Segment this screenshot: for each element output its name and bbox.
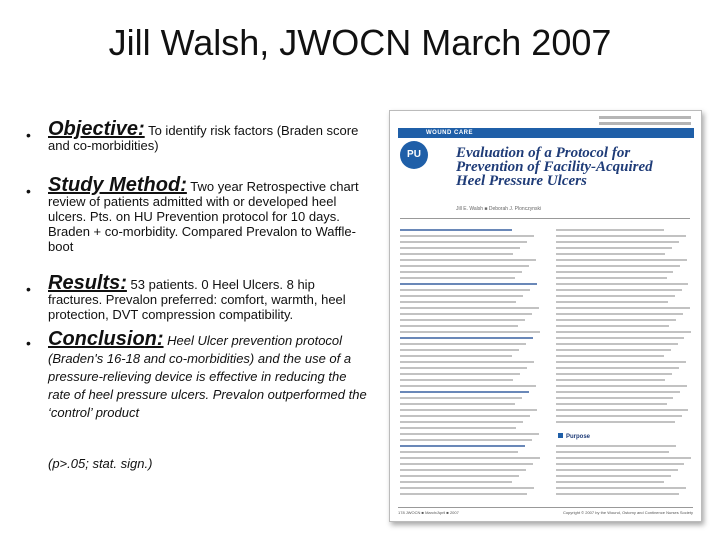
divider	[400, 218, 690, 219]
bullet-dot: •	[26, 335, 31, 351]
text-line	[556, 421, 675, 423]
text-line	[400, 349, 519, 351]
text-line	[556, 259, 687, 261]
text-line	[400, 307, 539, 309]
text-line	[400, 475, 519, 477]
text-line	[556, 493, 679, 495]
text-line	[556, 475, 671, 477]
study-method-heading: Study Method:	[48, 174, 187, 196]
article-footer	[398, 507, 693, 516]
text-line	[556, 481, 664, 483]
text-line	[556, 463, 684, 465]
text-line	[400, 277, 515, 279]
text-line	[400, 319, 525, 321]
text-line	[400, 367, 527, 369]
text-line	[556, 229, 664, 231]
footer-right: Copyright © 2007 by the Wound, Ostomy and Continence Nurses Society	[562, 510, 693, 515]
text-line	[400, 229, 512, 231]
text-line	[400, 253, 513, 255]
text-line	[400, 409, 537, 411]
bullet-dot: •	[26, 183, 31, 199]
text-line	[556, 487, 686, 489]
section-band	[398, 128, 694, 138]
article-title: Evaluation of a Protocol for Prevention of Facility-Acquired Heel Pressure Ulcers	[456, 145, 653, 189]
results-heading: Results:	[48, 272, 127, 294]
text-line	[400, 361, 534, 363]
text-line	[400, 265, 529, 267]
text-line	[400, 295, 523, 297]
text-line	[400, 241, 527, 243]
text-line	[400, 289, 530, 291]
text-line	[400, 235, 534, 237]
text-line	[556, 331, 691, 333]
conclusion-heading: Conclusion:	[48, 328, 164, 350]
text-line	[556, 367, 679, 369]
body-column	[556, 229, 691, 499]
text-line	[556, 343, 678, 345]
text-line	[556, 415, 682, 417]
text-line	[400, 331, 540, 333]
text-line	[556, 289, 682, 291]
text-line	[400, 445, 525, 447]
text-line	[556, 397, 673, 399]
text-line	[556, 457, 691, 459]
abstract-column	[400, 229, 540, 499]
text-line	[400, 463, 533, 465]
text-line	[556, 337, 684, 339]
text-line	[556, 379, 665, 381]
study-method-text: Two year Retrospective chart review of patients admitted with or developed heel ulcers. Pts. on HU Prevention protocol for 10 days. Braden + co-morbidity. Compared Prevalon to Waffle-boot	[48, 179, 359, 254]
text-line	[400, 247, 520, 249]
bullet-dot: •	[26, 281, 31, 297]
text-line	[400, 373, 520, 375]
text-line	[400, 385, 536, 387]
text-line	[556, 385, 687, 387]
article-authors: Jill E. Walsh ■ Deborah J. Plonczynski	[456, 206, 542, 212]
text-line	[400, 283, 537, 285]
text-line	[556, 319, 676, 321]
text-line	[556, 373, 672, 375]
text-line	[400, 481, 512, 483]
text-line	[400, 325, 518, 327]
text-line	[556, 403, 667, 405]
article-thumbnail	[389, 110, 702, 522]
results-text: 53 patients. 0 Heel Ulcers. 8 hip fractures. Prevalon preferred: comfort, warmth, heel protection, DVT compression compatibility.	[48, 277, 346, 322]
objective-text: To identify risk factors (Braden score and co-morbidities)	[48, 123, 359, 153]
footer-left: 178 JWOCN ■ March/April ■ 2007	[398, 510, 459, 515]
text-line	[556, 253, 665, 255]
objective-heading: Objective:	[48, 118, 145, 140]
text-line	[400, 469, 526, 471]
text-line	[400, 439, 532, 441]
conclusion-text: Heel Ulcer prevention protocol (Braden's 16-18 and co-morbidities) and the use of a pressure-relieving device is effective in reducing the rate of heel pressure ulcers. Prevalon outperformed the ‘control’ product	[48, 333, 367, 420]
text-line	[556, 349, 671, 351]
text-line	[400, 433, 539, 435]
text-line	[556, 265, 680, 267]
purpose-heading: Purpose	[558, 433, 590, 440]
text-line	[556, 325, 669, 327]
text-line	[400, 259, 536, 261]
text-line	[556, 271, 673, 273]
text-line	[400, 415, 530, 417]
text-line	[556, 283, 688, 285]
slide-title: Jill Walsh, JWOCN March 2007	[108, 22, 612, 63]
text-line	[556, 307, 690, 309]
text-line	[400, 391, 529, 393]
text-line	[400, 493, 527, 495]
journal-header-lines	[599, 116, 691, 128]
text-line	[400, 301, 516, 303]
text-line	[400, 313, 532, 315]
text-line	[556, 391, 680, 393]
text-line	[556, 301, 668, 303]
text-line	[400, 343, 526, 345]
text-line	[400, 403, 515, 405]
text-line	[400, 451, 518, 453]
text-line	[400, 487, 534, 489]
text-line	[556, 295, 675, 297]
text-line	[556, 445, 676, 447]
stat-note: (p>.05; stat. sign.)	[48, 456, 153, 471]
text-line	[556, 469, 678, 471]
text-line	[400, 271, 522, 273]
text-line	[556, 241, 679, 243]
text-line	[400, 379, 513, 381]
text-line	[556, 361, 686, 363]
text-line	[400, 427, 516, 429]
section-label: WOUND CARE	[426, 130, 473, 136]
text-line	[400, 397, 522, 399]
text-line	[556, 247, 672, 249]
text-line	[400, 355, 512, 357]
text-line	[556, 409, 688, 411]
text-line	[400, 421, 523, 423]
text-line	[556, 235, 686, 237]
text-line	[556, 313, 683, 315]
text-line	[400, 457, 540, 459]
text-line	[556, 451, 669, 453]
bullet-dot: •	[26, 127, 31, 143]
text-line	[556, 277, 667, 279]
text-line	[556, 355, 664, 357]
pu-logo: PU	[400, 141, 428, 169]
text-line	[400, 337, 533, 339]
